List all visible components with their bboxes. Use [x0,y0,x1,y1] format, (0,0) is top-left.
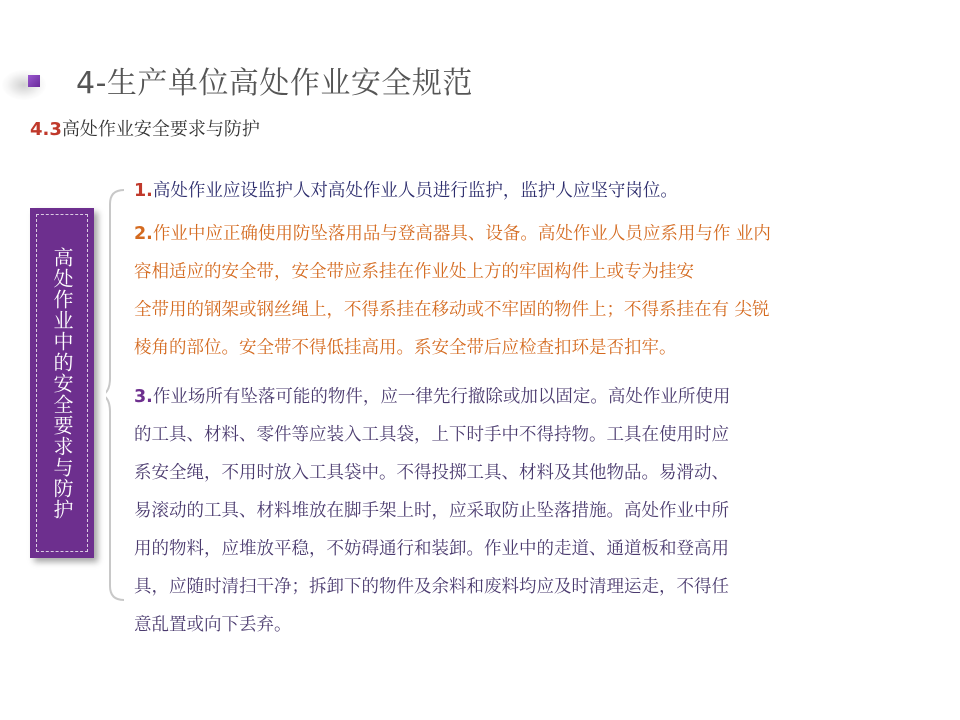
list-item-line: 全带用的钢架或钢丝绳上，不得系挂在移动或不牢固的物件上；不得系挂在有 尖锐 [134,300,770,320]
side-label-border [36,214,88,552]
list-item-line [134,378,730,416]
list-item-line: 用的物料，应堆放平稳，不妨碍通行和装卸。作业中的走道、通道板和登高用 [134,539,729,559]
list-item-number: 3. [134,387,153,407]
list-item-line: 容相适应的安全带，安全带应系挂在作业处上方的牢固构件上或专为挂安 [134,262,694,282]
list-item-line: 具，应随时清扫干净；拆卸下的物件及余料和废料均应及时清理运走，不得任 [134,577,729,597]
list-item-3 [134,378,730,644]
list-item-line: 系安全绳，不用时放入工具袋中。不得投掷工具、材料及其他物品。易滑动、 [134,463,729,483]
list-item-line: 易滚动的工具、材料堆放在脚手架上时，应采取防止坠落措施。高处作业中所 [134,501,729,521]
section-subtitle [30,115,260,141]
side-label-text: 高处作业中的安全要求与防护 [50,246,74,520]
list-item-line [134,172,678,210]
list-item-line: 的工具、材料、零件等应装入工具袋，上下时手中不得持物。工具在使用时应 [134,425,729,445]
list-item-2 [134,215,771,367]
page-title: 4-生产单位高处作业安全规范 [76,66,473,101]
list-item-number: 1. [134,181,153,201]
list-item-line [134,215,771,253]
square-bullet-icon [28,75,40,87]
brace-icon [106,180,126,610]
list-item-text: 高处作业应设监护人对高处作业人员进行监护，监护人应坚守岗位。 [152,181,678,201]
list-item-number: 2. [134,224,153,244]
list-item-text: 作业场所有坠落可能的物件，应一律先行撤除或加以固定。高处作业所使用 [152,387,731,407]
side-label-box [30,208,94,558]
section-subtitle-text: 高处作业安全要求与防护 [61,119,260,140]
list-item-text: 作业中应正确使用防坠落用品与登高器具、设备。高处作业人员应系用与作 业内 [152,224,771,244]
list-item-1 [134,172,678,210]
list-item-line: 意乱置或向下丢弃。 [134,615,292,635]
list-item-line: 棱角的部位。安全带不得低挂高用。系安全带后应检查扣环是否扣牢。 [134,338,677,358]
section-number: 4.3 [30,119,62,140]
